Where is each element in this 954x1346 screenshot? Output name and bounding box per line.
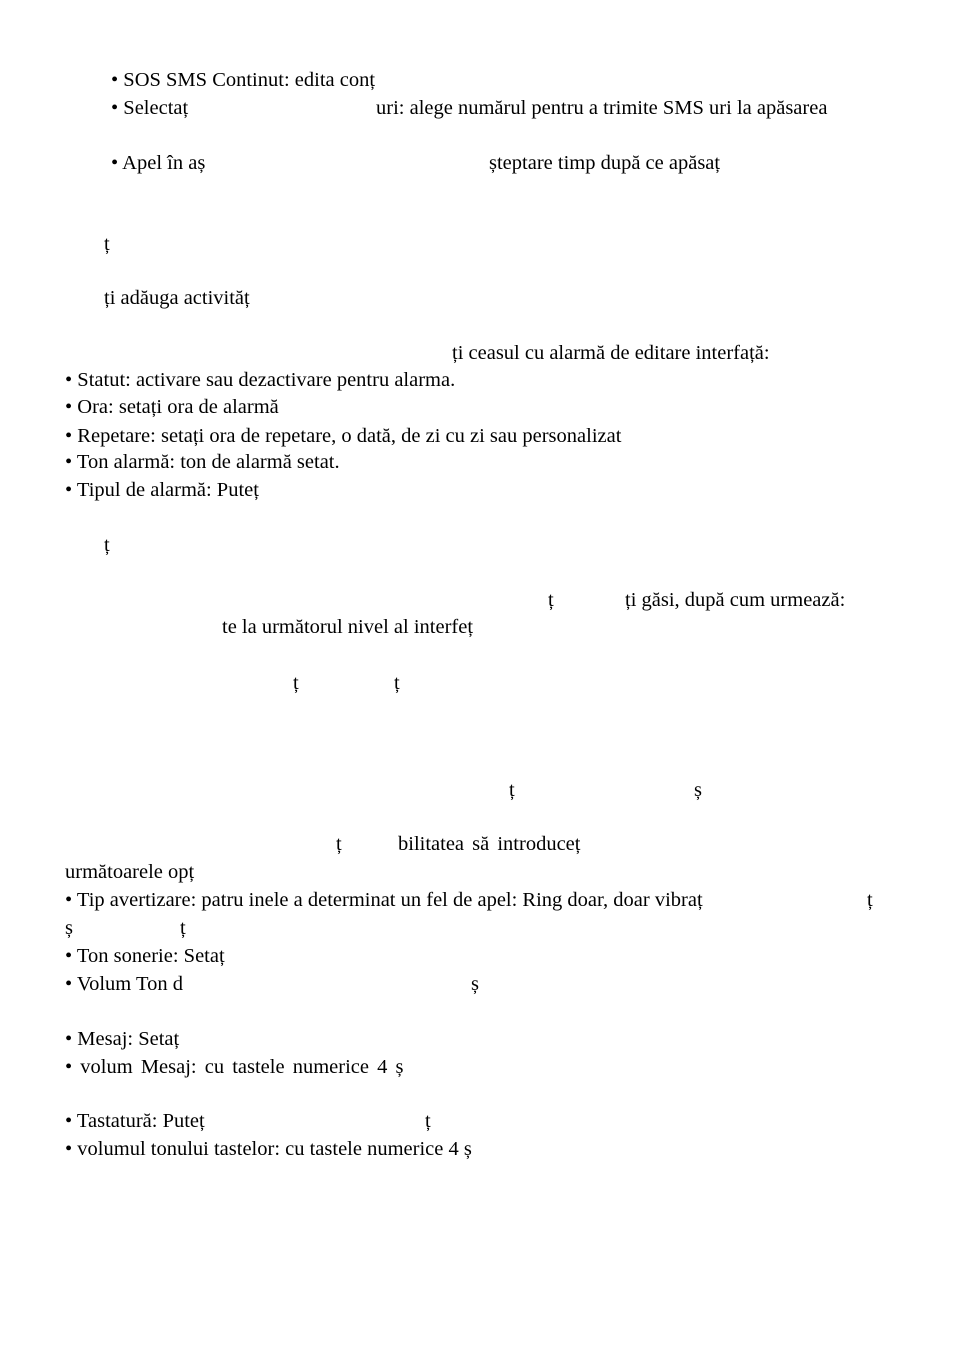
bullet-select-numbers-start: • Selectaț: [111, 97, 189, 119]
bullet-alert-type: • Tip avertizare: patru inele a determinat un fel de apel: Ring doar, doar vibraț: [65, 889, 703, 911]
text-fragment: ț: [104, 233, 110, 255]
text-fragment: ț: [509, 779, 515, 801]
text-ability-to-enter: bilitatea să introduceț: [398, 833, 581, 855]
bullet-select-numbers-rest: uri: alege numărul pentru a trimite SMS uri la apăsarea: [376, 97, 828, 119]
bullet-keypad: • Tastatură: Puteț: [65, 1110, 205, 1132]
text-alarm-edit-interface: ți ceasul cu alarmă de editare interfață:: [452, 342, 770, 364]
text-fragment: ț: [394, 672, 400, 694]
text-fragment: ț: [548, 589, 554, 611]
bullet-call-waiting-start: • Apel în aș: [111, 152, 206, 174]
bullet-alarm-time: • Ora: setați ora de alarmă: [65, 396, 279, 418]
text-add-activities: ți adăuga activităț: [104, 287, 250, 309]
bullet-ringtone-volume: • Volum Ton d: [65, 973, 183, 995]
text-fragment: ț: [425, 1110, 431, 1132]
bullet-sos-sms-content: • SOS SMS Continut: edita conț: [111, 69, 376, 91]
text-fragment: ț: [336, 833, 342, 855]
text-following-options: următoarele opț: [65, 861, 195, 883]
bullet-alarm-type: • Tipul de alarmă: Puteț: [65, 479, 259, 501]
bullet-keypad-volume: • volumul tonului tastelor: cu tastele numerice 4 ș: [65, 1138, 472, 1160]
bullet-call-waiting-rest: șteptare timp după ce apăsaț: [489, 152, 721, 174]
text-next-level-interface: te la următorul nivel al interfeț: [222, 616, 474, 638]
text-fragment: ț: [293, 672, 299, 694]
text-fragment: ș: [694, 779, 702, 801]
text-fragment: ț: [180, 917, 186, 939]
bullet-message: • Mesaj: Setaț: [65, 1028, 180, 1050]
bullet-alarm-repeat: • Repetare: setați ora de repetare, o dată, de zi cu zi sau personalizat: [65, 425, 622, 447]
text-find-as-follows: ți găsi, după cum urmează:: [625, 589, 846, 611]
text-fragment: ț: [104, 534, 110, 556]
text-fragment: ț: [867, 889, 873, 911]
bullet-ringtone: • Ton sonerie: Setaț: [65, 945, 225, 967]
bullet-message-volume: • volum Mesaj: cu tastele numerice 4 ș: [65, 1056, 404, 1078]
bullet-alarm-status: • Statut: activare sau dezactivare pentru alarma.: [65, 369, 456, 391]
text-fragment: ș: [65, 917, 73, 939]
bullet-alarm-tone: • Ton alarmă: ton de alarmă setat.: [65, 451, 340, 473]
text-fragment: ș: [471, 973, 479, 995]
